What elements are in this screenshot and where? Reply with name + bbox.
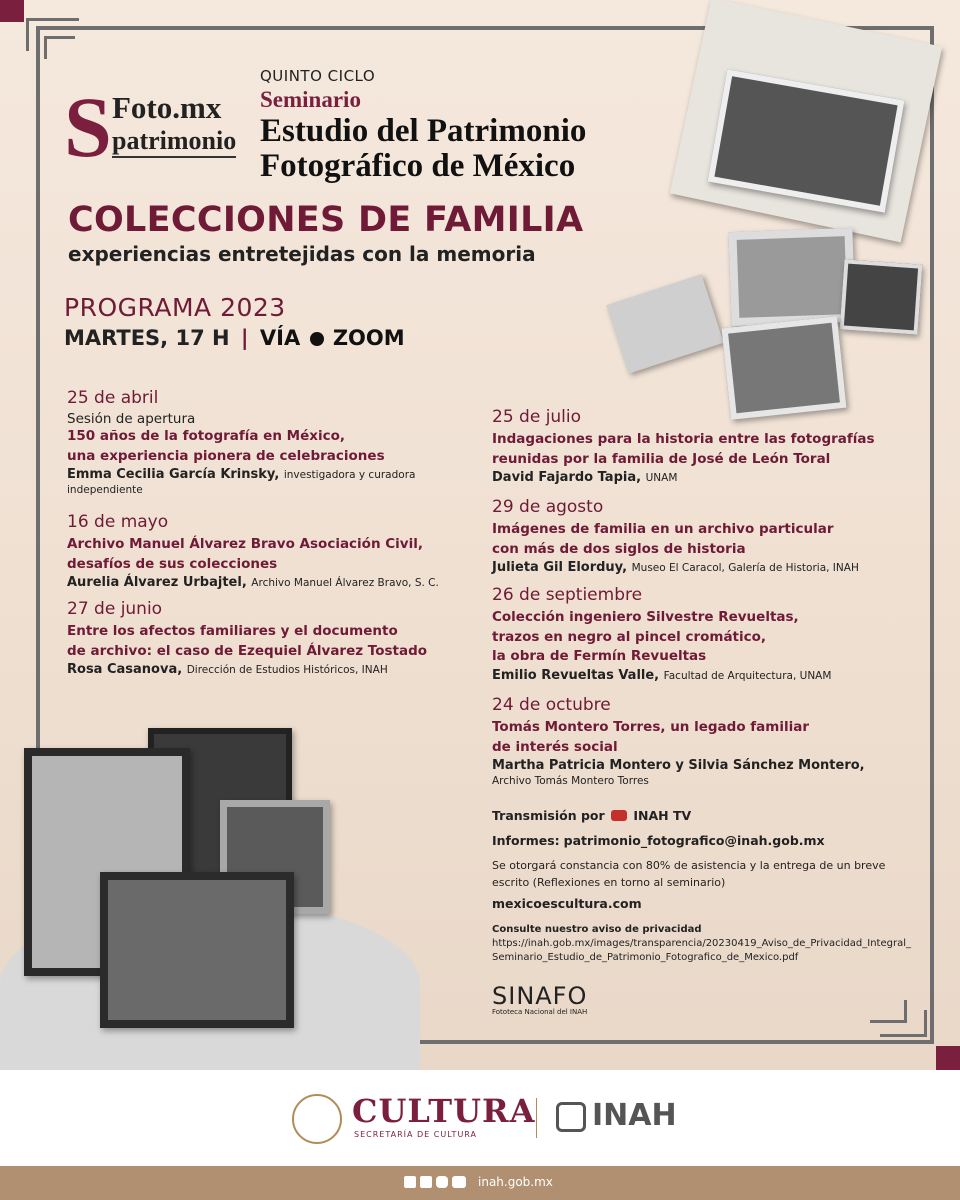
twitter-icon[interactable] — [420, 1176, 432, 1188]
privacy-note — [492, 923, 911, 965]
speaker-name: David Fajardo Tapia, — [492, 470, 642, 486]
via-label: VÍA — [259, 326, 301, 350]
youtube-icon[interactable] — [452, 1176, 466, 1188]
event-title-line2: de interés social — [492, 738, 618, 755]
event-aug — [492, 497, 912, 577]
seminar-title-line2: Fotográfico de México — [260, 148, 576, 184]
sinafo-name: SINAFO — [492, 982, 588, 1010]
event-speaker — [67, 466, 467, 484]
contact-label: Informes: — [492, 833, 560, 848]
accent-square-bottom — [936, 1046, 960, 1070]
frame-group-photo — [100, 872, 294, 1028]
speaker-affiliation: UNAM — [645, 472, 678, 485]
program-label: PROGRAMA 2023 — [64, 293, 286, 322]
certificate-line2: escrito (Reflexiones en torno al seminario) — [492, 875, 726, 889]
speaker-affiliation: Archivo Manuel Álvarez Bravo, S. C. — [251, 577, 439, 590]
event-oct — [492, 695, 912, 787]
event-kind: Sesión de apertura — [67, 411, 196, 427]
certificate-note — [492, 858, 885, 891]
speaker-name: Julieta Gil Elorduy, — [492, 560, 628, 576]
seminar-label: Seminario — [260, 87, 361, 112]
schedule-separator: | — [240, 326, 249, 350]
speaker-affiliation-cont: independiente — [67, 484, 143, 497]
speaker-name: Rosa Casanova, — [67, 662, 183, 678]
event-title-line1: Entre los afectos familiares y el documento — [67, 623, 398, 639]
logo-line2: patrimonio — [112, 126, 236, 158]
mexico-seal-icon — [292, 1094, 342, 1144]
speaker-affiliation: investigadora y curadora — [283, 469, 416, 482]
inah-tv-link[interactable]: INAH TV — [633, 808, 692, 823]
contact-row — [492, 833, 825, 848]
event-title-line2: trazos en negro al pincel cromático, — [492, 628, 767, 645]
event-speaker — [492, 667, 912, 685]
zoom-label: ZOOM — [332, 326, 405, 350]
event-may — [67, 512, 467, 592]
event-speaker — [492, 469, 912, 487]
footer-divider — [536, 1098, 537, 1138]
event-title-line2: de archivo: el caso de Ezequiel Álvarez Tostado — [67, 642, 428, 659]
event-speaker — [67, 661, 467, 679]
logo-s: S — [64, 79, 112, 175]
website-link[interactable]: mexicoescultura.com — [492, 896, 642, 911]
event-date: 24 de octubre — [492, 695, 611, 715]
footer — [0, 1070, 960, 1166]
facebook-icon[interactable] — [404, 1176, 416, 1188]
event-date: 16 de mayo — [67, 512, 169, 532]
privacy-url-line1[interactable]: https://inah.gob.mx/images/transparencia/20230419_Aviso_de_Privacidad_Integral_ — [492, 938, 911, 949]
event-speaker: Martha Patricia Montero y Silvia Sánchez Montero, — [492, 758, 865, 774]
main-subtitle: experiencias entretejidas con la memoria — [68, 242, 536, 266]
speaker-affiliation: Museo El Caracol, Galería de Historia, INAH — [631, 562, 859, 575]
event-title-line1: Colección ingeniero Silvestre Revueltas, — [492, 609, 799, 625]
event-title-line1: 150 años de la fotografía en México, — [67, 428, 345, 444]
event-jul — [492, 407, 912, 487]
logo-line1: Foto.mx — [112, 90, 222, 125]
sinafo-logo — [492, 984, 587, 1016]
frame-corner-inner-bottom-right — [870, 1000, 907, 1023]
event-title-line1: Imágenes de familia en un archivo particular — [492, 521, 834, 537]
seminar-title-line1: Estudio del Patrimonio — [260, 113, 587, 149]
speaker-name: Emma Cecilia García Krinsky, — [67, 467, 280, 483]
building-postcard-photo — [722, 316, 847, 420]
speaker-name: Emilio Revueltas Valle, — [492, 667, 660, 683]
transmission-row — [492, 808, 691, 823]
youtube-icon — [611, 810, 627, 821]
event-date: 25 de julio — [492, 407, 582, 427]
privacy-url-line2[interactable]: Seminario_Estudio_de_Patrimonio_Fotografico_de_Mexico.pdf — [492, 952, 799, 963]
inah-emblem-icon — [556, 1102, 586, 1132]
cultura-logo: CULTURA — [352, 1092, 536, 1130]
cultura-sub: SECRETARÍA DE CULTURA — [354, 1130, 478, 1139]
main-title: COLECCIONES DE FAMILIA — [68, 200, 584, 240]
event-jun — [67, 599, 467, 679]
zoom-camera-icon — [310, 332, 324, 346]
event-date: 27 de junio — [67, 599, 163, 619]
speaker-affiliation: Dirección de Estudios Históricos, INAH — [186, 664, 388, 677]
speaker-name: Aurelia Álvarez Urbajtel, — [67, 575, 247, 591]
schedule-text: MARTES, 17 H — [64, 326, 230, 350]
accent-square-top — [0, 0, 24, 22]
event-title-line1: Indagaciones para la historia entre las fotografías — [492, 431, 875, 447]
event-date: 26 de septiembre — [492, 585, 643, 605]
event-speaker — [492, 559, 912, 577]
event-title-line2: una experiencia pionera de celebraciones — [67, 447, 385, 464]
speaker-affiliation: Facultad de Arquitectura, UNAM — [663, 669, 832, 682]
certificate-line1: Se otorgará constancia con 80% de asistencia y la entrega de un breve — [492, 859, 886, 872]
inah-logo: INAH — [592, 1098, 677, 1133]
event-sep — [492, 585, 912, 685]
event-date: 29 de agosto — [492, 497, 604, 517]
event-title-line2: reunidas por la familia de José de León Toral — [492, 450, 831, 467]
transmission-label: Transmisión por — [492, 808, 605, 823]
event-title-line1: Archivo Manuel Álvarez Bravo Asociación Civil, — [67, 536, 423, 552]
event-title-line2: desafíos de sus colecciones — [67, 555, 278, 572]
site-link[interactable]: inah.gob.mx — [478, 1175, 553, 1189]
instagram-icon[interactable] — [436, 1176, 448, 1188]
cycle-label: QUINTO CICLO — [260, 67, 376, 85]
speaker-affiliation: Archivo Tomás Montero Torres — [492, 775, 649, 788]
social-bar — [0, 1166, 960, 1200]
event-title-line2: con más de dos siglos de historia — [492, 540, 746, 557]
event-speaker — [67, 574, 467, 592]
event-apr — [67, 388, 467, 496]
event-title-line3: la obra de Fermín Revueltas — [492, 648, 707, 665]
social-icons — [404, 1176, 466, 1188]
schedule-row — [64, 326, 405, 350]
event-date: 25 de abril — [67, 388, 159, 408]
privacy-title: Consulte nuestro aviso de privacidad — [492, 924, 702, 935]
sinafo-sub: Fototeca Nacional del INAH — [492, 1008, 588, 1016]
ship-postcard-photo — [728, 228, 855, 326]
event-title-line1: Tomás Montero Torres, un legado familiar — [492, 719, 810, 735]
frame-corner-inner-top-left — [44, 36, 75, 59]
small-photo-1 — [840, 259, 923, 334]
contact-email-link[interactable]: patrimonio_fotografico@inah.gob.mx — [563, 833, 825, 848]
